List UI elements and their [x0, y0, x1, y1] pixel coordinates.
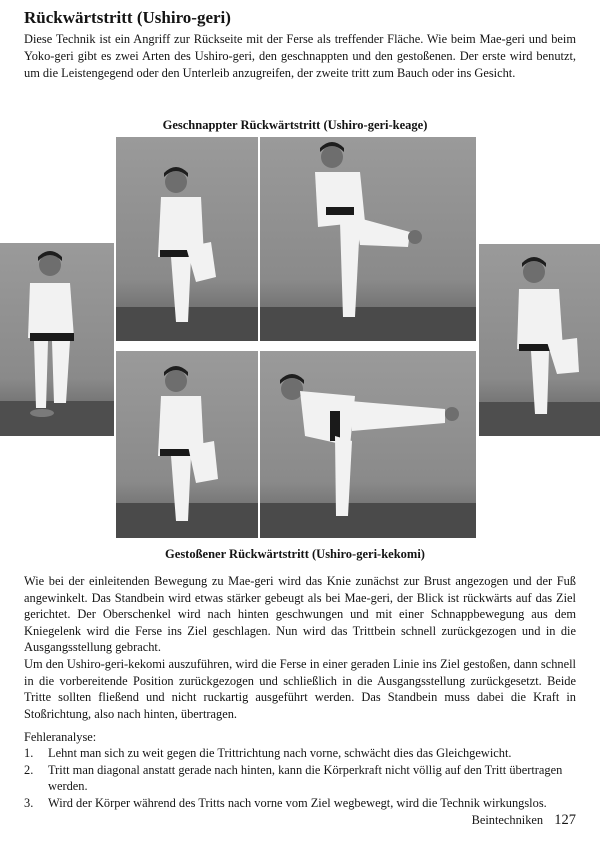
- caption-bottom: Gestoßener Rückwärtstritt (Ushiro-geri-kekomi): [165, 547, 425, 561]
- photo-start-left: [0, 243, 114, 436]
- caption-top: Geschnappter Rückwärtstritt (Ushiro-geri-keage): [162, 118, 428, 132]
- page-number: 127: [554, 812, 576, 828]
- karateka-knee-raise-figure: [116, 137, 258, 341]
- technique-description: [24, 573, 576, 722]
- list-item-number: 2.: [24, 762, 34, 777]
- list-item: [24, 762, 576, 795]
- karateka-knee-raise-figure-2: [116, 351, 258, 538]
- list-item-number: 3.: [24, 795, 34, 810]
- list-item-text: Lehnt man sich zu weit gegen die Trittrichtung nach vorne, schwächt dies das Gleichgewicht.: [48, 746, 512, 760]
- faults-list: [24, 745, 576, 811]
- karateka-thrust-kick-figure: [260, 351, 476, 538]
- footer-section-title: Beintechniken: [471, 813, 544, 827]
- faults-heading: Fehleranalyse:: [24, 730, 97, 744]
- page-footer: [472, 812, 576, 829]
- karateka-snap-kick-figure: [260, 137, 476, 341]
- karateka-standing-figure: [0, 243, 114, 436]
- karateka-chamber-figure: [479, 244, 600, 436]
- photo-kekomi-2: [260, 351, 476, 538]
- photo-keage-2: [260, 137, 476, 341]
- list-item: [24, 795, 576, 812]
- description-paragraph-2: Um den Ushiro-geri-kekomi auszuführen, wird die Ferse in einer geraden Linie ins Ziel gestoßen, dann schnell in die vorbereitende Position zurückgezogen und schließlich in die Ausgangsstellung zurückgesetzt. Beide Tritte sollten fließend und nicht ruckartig ausgeführt werden. Das Standbein muss dabei die Kraft in Stoßrichtung, also nach hinten, übertragen.: [24, 656, 576, 721]
- intro-paragraph: Diese Technik ist ein Angriff zur Rückseite mit der Ferse als treffender Fläche. Wie beim Mae-geri und beim Yoko-geri gibt es zwei Arten des Ushiro-geri, den geschnappten und den gestoßenen. Der erste wird benutzt, um die Leistengegend oder den Unterleib anzugreifen, der zweite tritt zum Bauch oder ins Gesicht.: [24, 32, 576, 80]
- list-item: [24, 745, 576, 762]
- list-item-text: Wird der Körper während des Tritts nach vorne vom Ziel wegbewegt, wird die Technik wirkungslos.: [48, 795, 547, 810]
- photo-start-right: [479, 244, 600, 436]
- list-item-number: 1.: [24, 746, 34, 760]
- list-item-text: Tritt man diagonal anstatt gerade nach hinten, kann die Körperkraft nicht völlig auf den Tritt übertragen werden.: [48, 762, 563, 794]
- description-paragraph-1: Wie bei der einleitenden Bewegung zu Mae-geri wird das Knie zunächst zur Brust angezogen und der Fuß angewinkelt. Das Standbein wird etwas stärker gebeugt als bei Mae-geri, der Blick ist rückwärts auf das Ziel gerichtet. Der Oberschenkel wird nach hinten geschwungen und mit einer Schnappbewegung aus dem Kniegelenk wird die Ferse ins Ziel geschlagen. Nun wird das Trittbein schnell zurückgezogen und in die Ausgangsstellung gebracht.: [24, 574, 576, 655]
- photo-kekomi-1: [116, 351, 258, 538]
- page-title: Rückwärtstritt (Ushiro-geri): [24, 8, 231, 27]
- photo-keage-1: [116, 137, 258, 341]
